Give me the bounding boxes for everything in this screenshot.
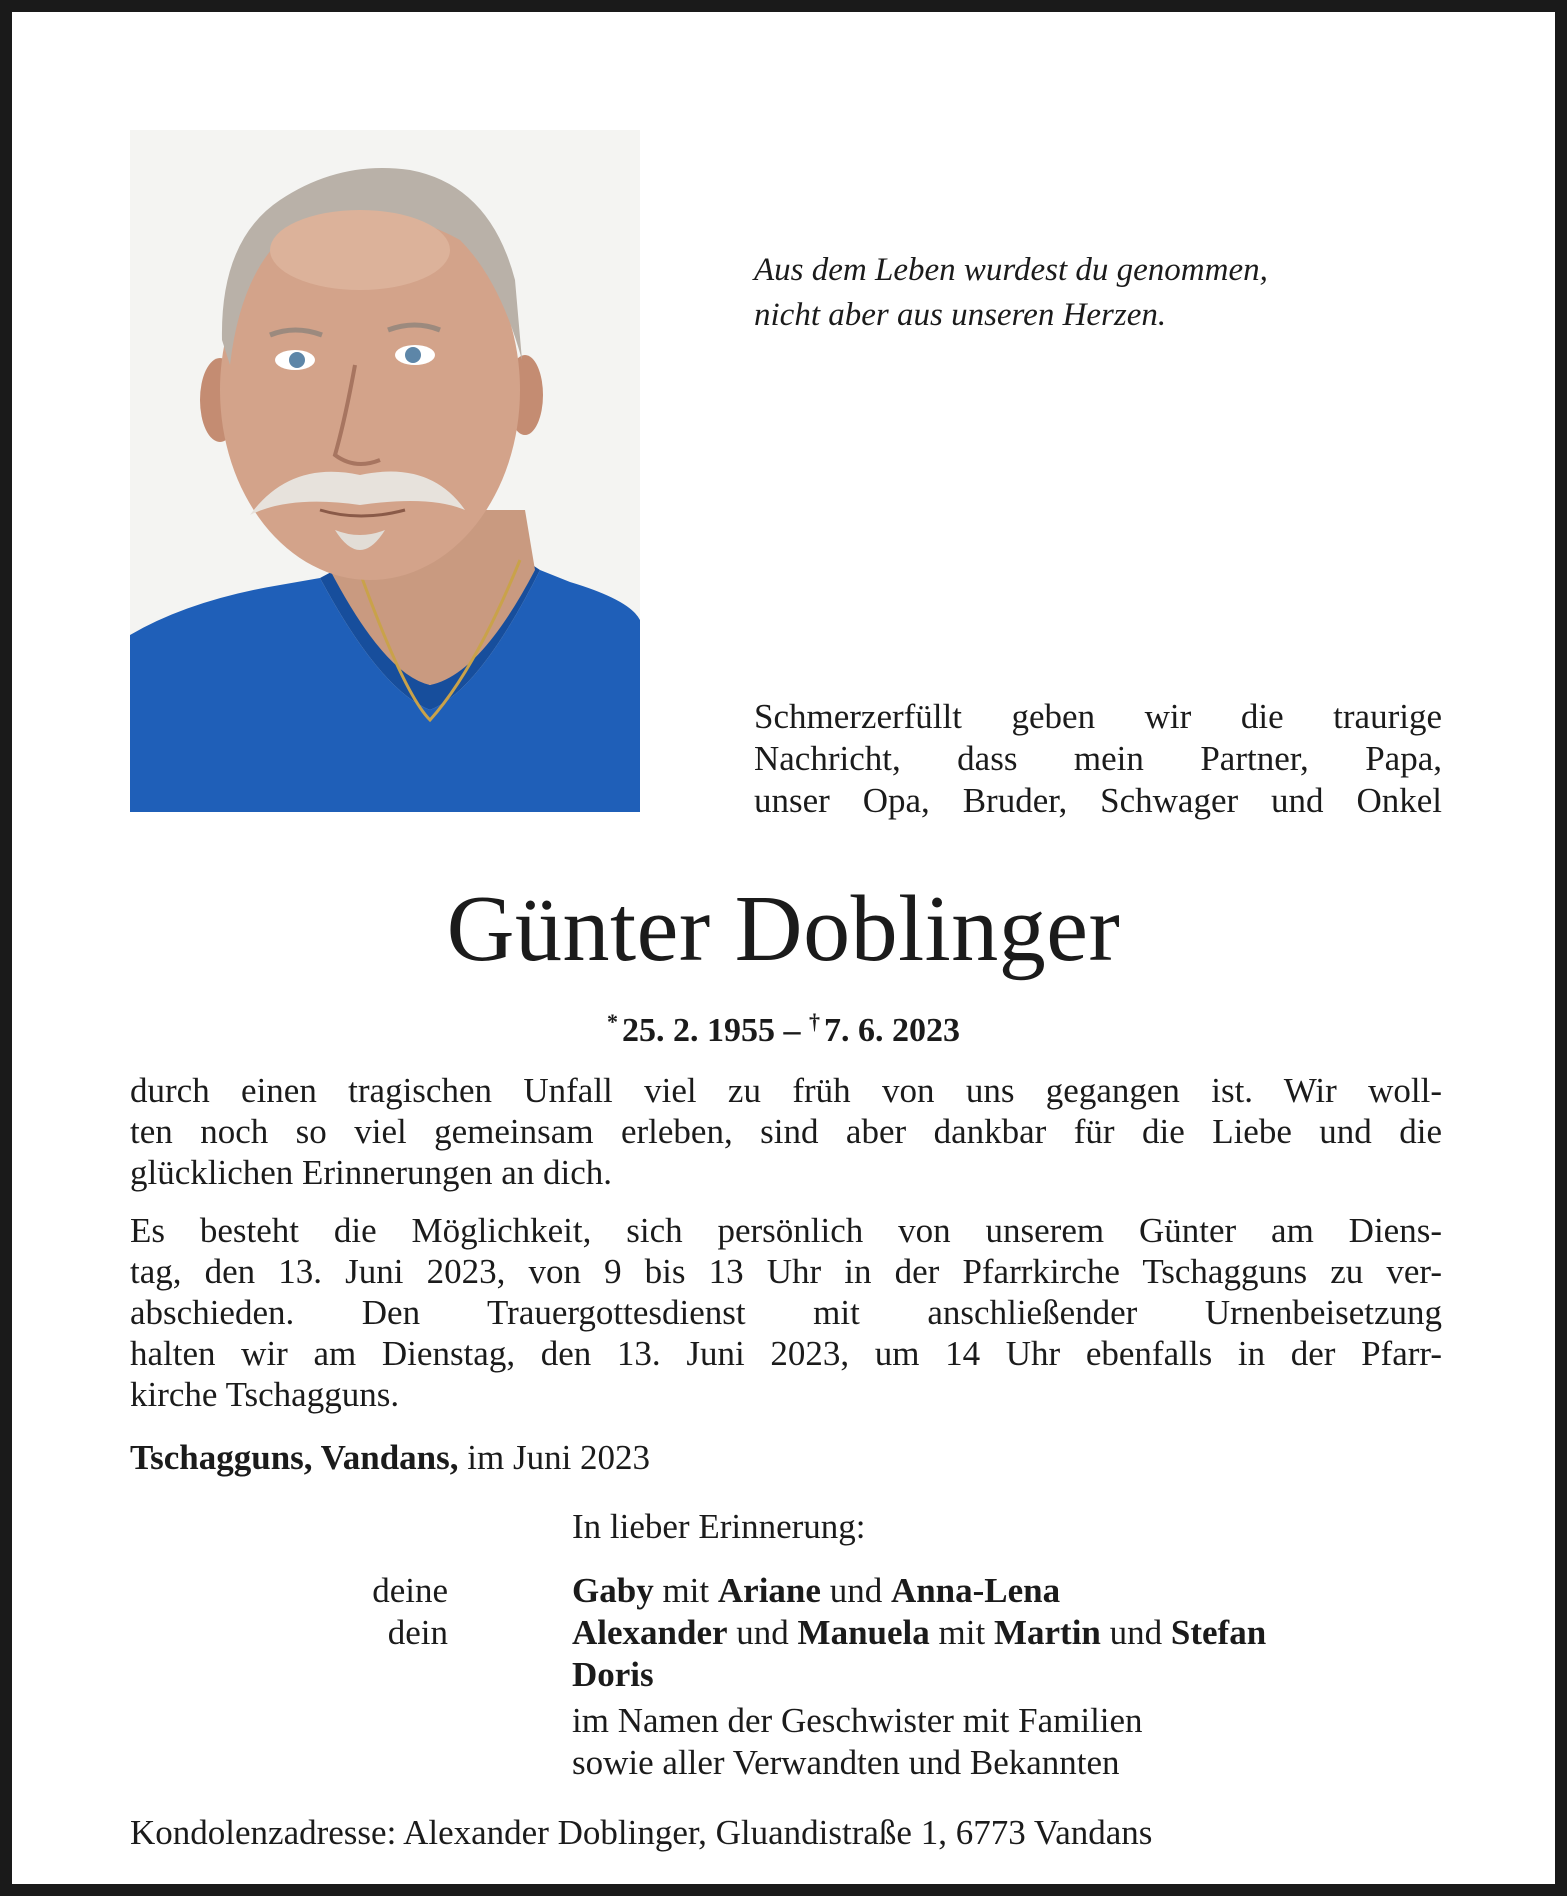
paragraph-line: durch einen tragischen Unfall viel zu früh von uns gegangen ist. Wir woll-	[130, 1071, 1442, 1110]
conjunction: und	[829, 1571, 883, 1610]
intro-line: Schmerzerfüllt geben wir die traurige	[754, 697, 1442, 736]
conjunction: mit	[938, 1613, 986, 1652]
announcement-intro	[754, 696, 1442, 822]
deceased-name: Günter Doblinger	[446, 877, 1121, 981]
paragraph-line: abschieden. Den Trauergottesdienst mit anschließender Urnenbeisetzung	[130, 1293, 1442, 1332]
signature-heading: In lieber Erinnerung:	[572, 1507, 866, 1546]
paragraph-line: tag, den 13. Juni 2023, von 9 bis 13 Uhr in der Pfarrkirche Tschagguns zu ver-	[130, 1252, 1442, 1291]
mourner-name: Stefan	[1170, 1613, 1267, 1652]
signature-names	[572, 1654, 654, 1696]
death-date: 7. 6. 2023	[824, 1012, 960, 1049]
place-and-date	[130, 1437, 650, 1479]
signature-prefix: dein	[387, 1613, 448, 1652]
mourner-name: Martin	[993, 1613, 1101, 1652]
paragraph-line: Es besteht die Möglichkeit, sich persönlich von unserem Günter am Diens-	[130, 1211, 1442, 1250]
mourner-name: Alexander	[572, 1613, 728, 1652]
paragraph-line: halten wir am Dienstag, den 13. Juni 2023, um 14 Uhr ebenfalls in der Pfarr-	[130, 1334, 1442, 1373]
conjunction: mit	[662, 1571, 710, 1610]
mourner-name: Doris	[572, 1655, 654, 1694]
intro-line: Nachricht, dass mein Partner, Papa,	[754, 739, 1442, 778]
quote-line: nicht aber aus unseren Herzen.	[754, 297, 1167, 333]
birth-date: 25. 2. 1955	[622, 1012, 775, 1049]
memorial-quote	[754, 248, 1454, 338]
mourner-name: Anna-Lena	[890, 1571, 1061, 1610]
mourner-name: Gaby	[572, 1571, 654, 1610]
quote-line: Aus dem Leben wurdest du genommen,	[754, 252, 1268, 288]
conjunction: und	[736, 1613, 789, 1652]
signature-names	[572, 1612, 1266, 1654]
place-locations: Tschagguns, Vandans,	[130, 1438, 459, 1477]
mourner-name: Manuela	[797, 1613, 930, 1652]
signature-prefix: deine	[372, 1571, 448, 1610]
body-paragraph-2	[130, 1210, 1442, 1415]
condolence-address: Kondolenzadresse: Alexander Doblinger, Gluandistraße 1, 6773 Vandans	[130, 1813, 1153, 1852]
place-date: im Juni 2023	[467, 1438, 651, 1477]
paragraph-line: kirche Tschagguns.	[130, 1375, 400, 1414]
signature-names	[572, 1570, 1060, 1612]
conjunction: und	[1109, 1613, 1163, 1652]
birth-symbol: *	[607, 1009, 618, 1034]
portrait-illustration	[130, 130, 640, 812]
body-paragraph-1	[130, 1070, 1442, 1193]
mourner-name: Ariane	[717, 1571, 821, 1610]
signature-line: sowie aller Verwandten und Bekannten	[572, 1743, 1120, 1782]
signature-line: im Namen der Geschwister mit Familien	[572, 1701, 1143, 1740]
date-separator: –	[783, 1012, 801, 1049]
portrait-photo	[130, 130, 640, 812]
life-dates	[12, 1002, 1555, 1051]
paragraph-line: glücklichen Erinnerungen an dich.	[130, 1153, 613, 1192]
paragraph-line: ten noch so viel gemeinsam erleben, sind aber dankbar für die Liebe und die	[130, 1112, 1442, 1151]
death-symbol: †	[809, 1009, 820, 1034]
intro-line: unser Opa, Bruder, Schwager und Onkel	[754, 781, 1442, 820]
